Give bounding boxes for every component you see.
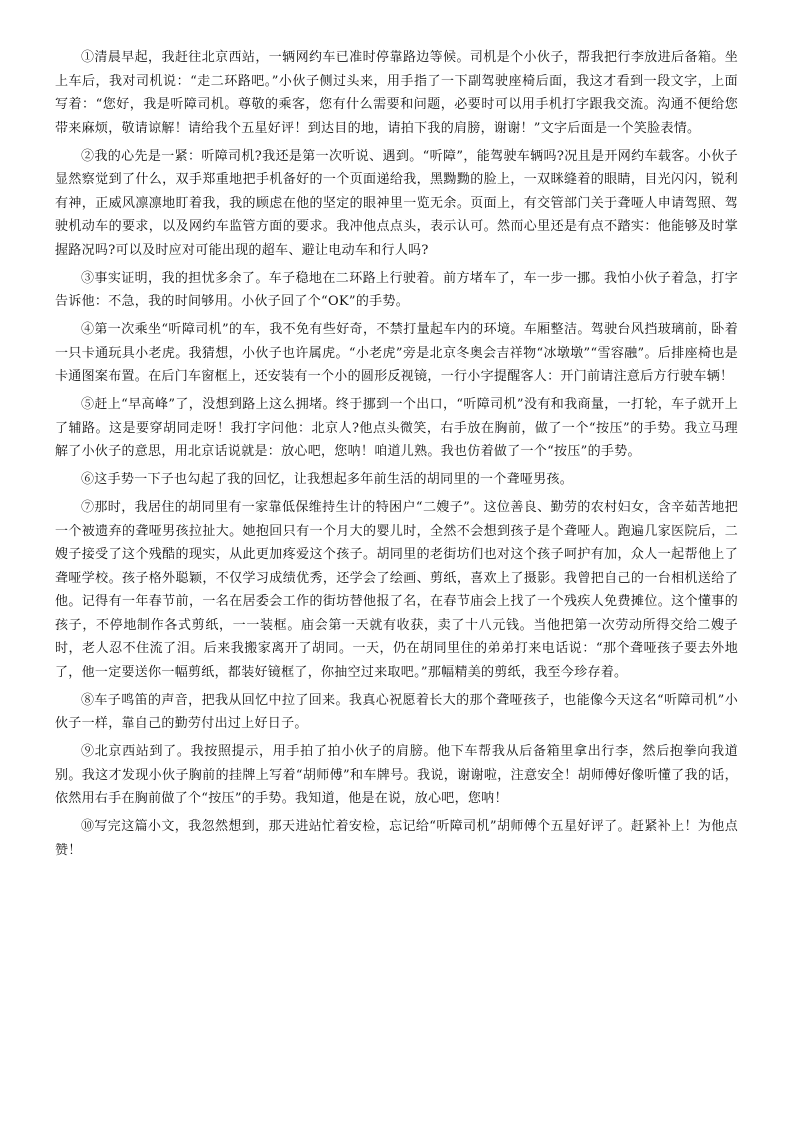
- paragraph-6: ⑥这手势一下子也勾起了我的回忆，让我想起多年前生活的胡同里的一个聋哑男孩。: [81, 472, 574, 487]
- paragraph-7: ⑦那时，我居住的胡同里有一家靠低保维持生计的特困户“二嫂子”。这位善良、勤劳的农村妇女，含辛茹苦地把一个被遗弃的聋哑男孩拉扯大。她抱回只有一个月大的婴儿时，全然不会想到孩子是个聋哑人。跑遍几家医院后，二嫂子接受了这个残酷的现实，从此更加疼爱这个孩子。胡同里的老街坊们也对这个孩子呵护有加，众人一起帮他上了聋哑学校。孩子格外聪颖，不仅学习成绩优秀，还学会了绘画、剪纸，喜欢上了摄影。我曾把自己的一台相机送给了他。记得有一年春节前，一名在居委会工作的街坊替他报了名，在春节庙会上找了一个残疾人免费摊位。这个懂事的孩子，不停地制作各式剪纸，一一装框。庙会第一天就有收获，卖了十八元钱。当他把第一次劳动所得交给二嫂子时，老人忍不住流了泪。后来我搬家离开了胡同。一天，仍在胡同里住的弟弟打来电话说：“那个聋哑孩子要去外地了，他一定要送你一幅剪纸，都装好镜框了，你抽空过来取吧。”那幅精美的剪纸，我至今珍存着。: [55, 500, 738, 680]
- paragraph-10: ⑩写完这篇小文，我忽然想到，那天进站忙着安检，忘记给“听障司机”胡师傅个五星好评了。赶紧补上！为他点赞！: [55, 819, 738, 858]
- paragraph-8: ⑧车子鸣笛的声音，把我从回忆中拉了回来。我真心祝愿着长大的那个聋哑孩子，也能像今天这名“听障司机”小伙子一样，靠自己的勤劳付出过上好日子。: [55, 692, 738, 731]
- paragraph-5: ⑤赶上“早高峰”了，没想到路上这么拥堵。终于挪到一个出口，“听障司机”没有和我商量，一打轮，车子就开上了辅路。这是要穿胡同走呀！我打字问他：北京人?他点头微笑，右手放在胸前，做了一个“按压”的手势。我立马理解了小伙子的意思，用北京话说就是：放心吧，您呐！咱道儿熟。我也仿着做了一个“按压”的手势。: [55, 397, 738, 459]
- paragraph-3: ③事实证明，我的担忧多余了。车子稳地在二环路上行驶着。前方堵车了，车一步一挪。我怕小伙子着急，打字告诉他：不急，我的时间够用。小伙子回了个“OK”的手势。: [55, 270, 738, 309]
- paragraph-4: ④第一次乘坐“听障司机”的车，我不免有些好奇，不禁打量起车内的环境。车厢整洁。驾驶台风挡玻璃前，卧着一只卡通玩具小老虎。我猜想，小伙子也许属虎。“小老虎”旁是北京冬奥会吉祥物“冰墩墩”“雪容融”。后排座椅也是卡通图案布置。在后门车窗框上，还安装有一个小的圆形反视镜，一行小字提醒客人：开门前请注意后方行驶车辆！: [55, 322, 738, 384]
- paragraph-2: ②我的心先是一紧：听障司机?我还是第一次听说、遇到。“听障”，能驾驶车辆吗?况且是开网约车载客。小伙子显然察觉到了什么，双手郑重地把手机备好的一个页面递给我，黑黝黝的脸上，一双眯缝着的眼睛，目光闪闪，锐利有神，正威风凛凛地盯着我，我的顾虑在他的坚定的眼神里一览无余。页面上，有交管部门关于聋哑人申请驾照、驾驶机动车的要求，以及网约车监管方面的要求。我冲他点点头，表示认可。然而心里还是有点不踏实：他能够及时掌握路况吗?可以及时应对可能出现的超车、避让电动车和行人吗?: [55, 148, 738, 258]
- article-body: [55, 46, 738, 867]
- paragraph-1: ①清晨早起，我赶往北京西站，一辆网约车已准时停靠路边等候。司机是个小伙子，帮我把行李放进后备箱。坐上车后，我对司机说：“走二环路吧。”小伙子侧过头来，用手指了一下副驾驶座椅后面，我这才看到一段文字，上面写着：“您好，我是听障司机。尊敬的乘客，您有什么需要和问题，必要时可以用手机打字跟我交流。沟通不便给您带来麻烦，敬请谅解！请给我个五星好评！到达目的地，请拍下我的肩膀，谢谢！”文字后面是一个笑脸表情。: [55, 50, 738, 136]
- paragraph-9: ⑨北京西站到了。我按照提示，用手拍了拍小伙子的肩膀。他下车帮我从后备箱里拿出行李，然后抱拳向我道别。我这才发现小伙子胸前的挂牌上写着“胡师傅”和车牌号。我说，谢谢啦，注意安全！胡师傅好像听懂了我的话，依然用右手在胸前做了个“按压”的手势。我知道，他是在说，放心吧，您呐！: [55, 744, 738, 806]
